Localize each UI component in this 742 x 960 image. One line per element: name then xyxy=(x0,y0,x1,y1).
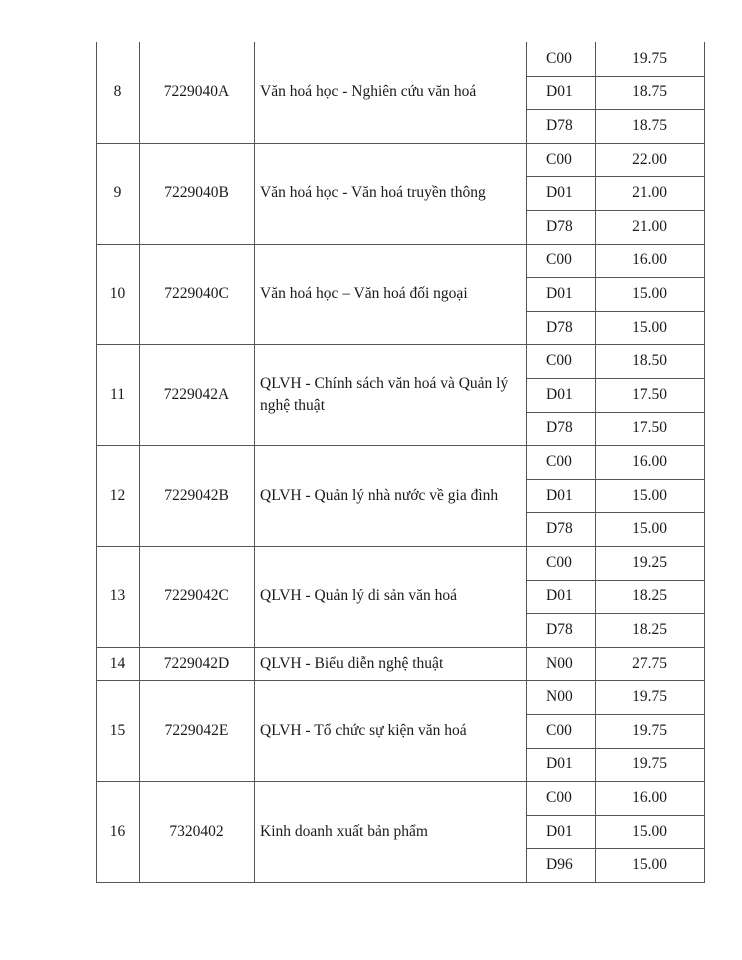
cutoff-score: 22.00 xyxy=(632,150,667,168)
row-number: 15 xyxy=(109,721,126,739)
program-code: 7229042B xyxy=(164,486,229,504)
column-border xyxy=(704,42,705,883)
cutoff-score: 18.25 xyxy=(632,587,667,605)
column-border xyxy=(139,42,140,883)
program-code: 7229042E xyxy=(164,721,229,739)
cutoff-score: 16.00 xyxy=(632,452,667,470)
subject-combination: D01 xyxy=(546,486,573,504)
subject-combination: D01 xyxy=(546,83,573,101)
program-name: Văn hoá học - Văn hoá truyền thông xyxy=(260,184,486,202)
subject-combination: D01 xyxy=(546,284,573,302)
subject-combination: C00 xyxy=(546,721,572,739)
row-number: 16 xyxy=(109,822,126,840)
row-number: 8 xyxy=(113,83,122,101)
cutoff-score: 15.00 xyxy=(632,284,667,302)
subject-combination: D78 xyxy=(546,116,573,134)
cutoff-score: 21.00 xyxy=(632,184,667,202)
cutoff-score: 15.00 xyxy=(632,822,667,840)
subject-combination: C00 xyxy=(546,150,572,168)
subject-combination: D78 xyxy=(546,318,573,336)
program-code: 7229040B xyxy=(164,184,229,202)
row-divider xyxy=(96,445,705,446)
sub-row-divider xyxy=(526,613,705,614)
row-divider xyxy=(96,647,705,648)
cutoff-score: 15.00 xyxy=(632,856,667,874)
sub-row-divider xyxy=(526,311,705,312)
row-number: 10 xyxy=(109,284,126,302)
subject-combination: C00 xyxy=(546,352,572,370)
row-divider xyxy=(96,143,705,144)
sub-row-divider xyxy=(526,277,705,278)
table-bottom-border xyxy=(96,882,705,883)
cutoff-score: 17.50 xyxy=(632,419,667,437)
row-number: 12 xyxy=(109,486,126,504)
subject-combination: C00 xyxy=(546,251,572,269)
sub-row-divider xyxy=(526,748,705,749)
subject-combination: D78 xyxy=(546,419,573,437)
cutoff-score: 15.00 xyxy=(632,318,667,336)
cutoff-score: 16.00 xyxy=(632,251,667,269)
subject-combination: D78 xyxy=(546,620,573,638)
row-divider xyxy=(96,781,705,782)
row-divider xyxy=(96,680,705,681)
cutoff-score: 19.75 xyxy=(632,688,667,706)
sub-row-divider xyxy=(526,512,705,513)
cutoff-score: 27.75 xyxy=(632,654,667,672)
program-name: Kinh doanh xuất bản phẩm xyxy=(260,822,428,840)
sub-row-divider xyxy=(526,378,705,379)
sub-row-divider xyxy=(526,176,705,177)
program-name: QLVH - Quản lý di sản văn hoá xyxy=(260,587,458,605)
program-code: 7229042C xyxy=(164,587,229,605)
row-divider xyxy=(96,344,705,345)
cutoff-score: 17.50 xyxy=(632,385,667,403)
program-name: QLVH - Tổ chức sự kiện văn hoá xyxy=(260,721,467,739)
subject-combination: N00 xyxy=(546,654,573,672)
subject-combination: D01 xyxy=(546,822,573,840)
cutoff-score: 19.75 xyxy=(632,721,667,739)
column-border xyxy=(526,42,527,883)
program-code: 7229040A xyxy=(163,83,230,101)
subject-combination: D01 xyxy=(546,385,573,403)
cutoff-score: 18.75 xyxy=(632,116,667,134)
cutoff-score: 18.75 xyxy=(632,83,667,101)
sub-row-divider xyxy=(526,76,705,77)
sub-row-divider xyxy=(526,815,705,816)
program-name: QLVH - Chính sách văn hoá và Quản lý nghệ thuật xyxy=(260,374,509,414)
row-number: 14 xyxy=(109,654,126,672)
subject-combination: D01 xyxy=(546,184,573,202)
subject-combination: C00 xyxy=(546,788,572,806)
program-name: Văn hoá học – Văn hoá đối ngoại xyxy=(260,284,468,302)
cutoff-score: 19.25 xyxy=(632,553,667,571)
subject-combination: D96 xyxy=(546,856,573,874)
cutoff-score: 16.00 xyxy=(632,788,667,806)
subject-combination: D01 xyxy=(546,755,573,773)
sub-row-divider xyxy=(526,412,705,413)
subject-combination: C00 xyxy=(546,452,572,470)
cutoff-score: 15.00 xyxy=(632,486,667,504)
sub-row-divider xyxy=(526,109,705,110)
subject-combination: D78 xyxy=(546,520,573,538)
column-border xyxy=(96,42,97,883)
program-name: QLVH - Biểu diễn nghệ thuật xyxy=(260,654,444,672)
cutoff-score: 15.00 xyxy=(632,520,667,538)
sub-row-divider xyxy=(526,714,705,715)
row-number: 13 xyxy=(109,587,126,605)
sub-row-divider xyxy=(526,479,705,480)
row-divider xyxy=(96,244,705,245)
column-border xyxy=(254,42,255,883)
program-code: 7320402 xyxy=(169,822,224,840)
row-divider xyxy=(96,546,705,547)
program-code: 7229042A xyxy=(163,385,230,403)
row-number: 9 xyxy=(113,184,122,202)
sub-row-divider xyxy=(526,580,705,581)
sub-row-divider xyxy=(526,848,705,849)
program-code: 7229040C xyxy=(164,284,229,302)
row-number: 11 xyxy=(110,385,125,403)
cutoff-score: 19.75 xyxy=(632,755,667,773)
subject-combination: D78 xyxy=(546,217,573,235)
subject-combination: D01 xyxy=(546,587,573,605)
program-name: QLVH - Quản lý nhà nước về gia đình xyxy=(260,486,499,504)
column-border xyxy=(595,42,596,883)
cutoff-score: 18.50 xyxy=(632,352,667,370)
sub-row-divider xyxy=(526,210,705,211)
subject-combination: C00 xyxy=(546,553,572,571)
cutoff-score: 19.75 xyxy=(632,49,667,67)
subject-combination: N00 xyxy=(546,688,573,706)
program-name: Văn hoá học - Nghiên cứu văn hoá xyxy=(260,83,477,101)
subject-combination: C00 xyxy=(546,49,572,67)
cutoff-score: 18.25 xyxy=(632,620,667,638)
cutoff-score: 21.00 xyxy=(632,217,667,235)
program-code: 7229042D xyxy=(163,654,230,672)
